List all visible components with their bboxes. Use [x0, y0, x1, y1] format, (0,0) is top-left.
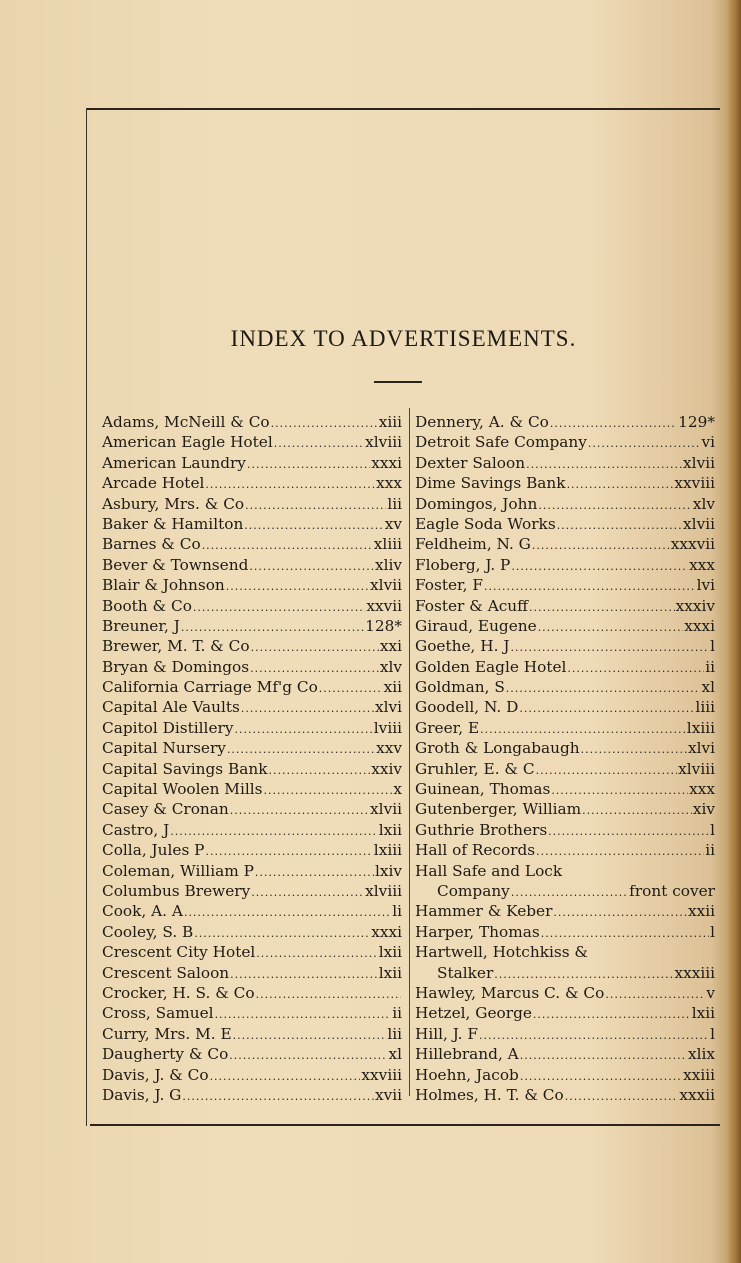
entry-name: Breuner, J	[102, 616, 180, 635]
entry-page: xxxi	[371, 922, 402, 941]
entry-name: Arcade Hotel	[102, 474, 205, 493]
entry-name: California Carriage Mf'g Co	[102, 678, 318, 697]
entry-name: Detroit Safe Company	[415, 433, 587, 452]
entry-name: Harper, Thomas	[415, 922, 540, 941]
entry-name: Davis, J. & Co	[102, 1065, 209, 1084]
index-entry	[415, 901, 715, 921]
entry-name: Cross, Samuel	[102, 1004, 214, 1023]
index-entry	[415, 820, 715, 840]
dot-leader	[548, 820, 709, 840]
entry-name: Goodell, N. D	[415, 698, 519, 717]
index-entry	[102, 555, 402, 575]
entry-page: xxviii	[361, 1065, 402, 1084]
index-column-left	[102, 412, 402, 1105]
dot-leader	[233, 1024, 387, 1044]
index-entry	[102, 983, 402, 1003]
entry-name: Bryan & Domingos	[102, 657, 250, 676]
entry-page: xvii	[374, 1085, 402, 1104]
entry-name: Goldman, S	[415, 678, 505, 697]
entry-page: vi	[701, 433, 715, 452]
index-entry	[102, 922, 402, 942]
entry-page: lxiii	[373, 841, 402, 860]
dot-leader	[182, 1085, 374, 1105]
entry-page: xxvii	[366, 596, 402, 615]
index-entry	[415, 473, 715, 493]
entry-name: Colla, Jules P	[102, 841, 205, 860]
entry-page: l	[710, 1024, 715, 1043]
entry-name: Cooley, S. B	[102, 922, 194, 941]
dot-leader	[519, 697, 694, 717]
dot-leader	[256, 942, 377, 962]
index-entry	[415, 922, 715, 942]
entry-name: Holmes, H. T. & Co	[415, 1085, 564, 1104]
dot-leader	[241, 697, 374, 717]
entry-page: lxiii	[686, 718, 715, 737]
entry-page: 129*	[678, 413, 715, 431]
entry-name: Capital Savings Bank	[102, 759, 268, 778]
entry-page: xxxi	[684, 616, 715, 635]
entry-name: Dennery, A. & Co	[415, 413, 549, 431]
index-column-right	[415, 412, 715, 1105]
dot-leader	[605, 983, 705, 1003]
entry-page: xlvii	[370, 800, 402, 819]
entry-name: Blair & Johnson	[102, 576, 225, 595]
index-entry	[415, 738, 715, 758]
entry-name: Coleman, William P	[102, 861, 254, 880]
entry-page: l	[710, 820, 715, 839]
entry-page: xlvi	[374, 698, 402, 717]
entry-page: lii	[387, 494, 402, 513]
entry-page: lii	[387, 1024, 402, 1043]
entry-name: Adams, McNeill & Co	[102, 413, 270, 431]
index-entry	[415, 453, 715, 473]
entry-page: xlvii	[370, 576, 402, 595]
index-entry	[102, 799, 402, 819]
index-entry	[102, 718, 402, 738]
dot-leader	[234, 718, 372, 738]
index-entry	[415, 759, 715, 779]
index-entry	[102, 514, 402, 534]
entry-name: Foster, F	[415, 576, 484, 595]
entry-name: Hall of Records	[415, 841, 536, 860]
dot-leader	[541, 922, 709, 942]
entry-name: Capitol Distillery	[102, 718, 234, 737]
column-divider	[409, 408, 410, 1096]
dot-leader	[245, 494, 386, 514]
index-entry	[415, 779, 715, 799]
dot-leader	[511, 555, 688, 575]
index-entry	[102, 759, 402, 779]
index-entry	[102, 616, 402, 636]
entry-page: lxii	[378, 943, 402, 962]
index-entry	[102, 942, 402, 962]
entry-name: Castro, J	[102, 820, 170, 839]
index-entry	[102, 901, 402, 921]
entry-name: Eagle Soda Works	[415, 514, 556, 533]
dot-leader	[244, 514, 383, 534]
dot-leader	[205, 473, 375, 493]
index-entry	[415, 616, 715, 636]
dot-leader	[230, 963, 378, 983]
entry-page: xliv	[374, 555, 402, 574]
entry-page: xxxi	[371, 453, 402, 472]
entry-name: Hall Safe and Lock	[415, 861, 563, 880]
entry-page: xxxiv	[675, 596, 715, 615]
dot-leader	[255, 861, 374, 881]
entry-page: xxv	[376, 739, 402, 758]
index-entry	[415, 494, 715, 514]
entry-name: Feldheim, N. G	[415, 535, 531, 554]
index-entry	[415, 963, 715, 983]
entry-name: Floberg, J. P	[415, 555, 511, 574]
entry-page: xlvii	[683, 453, 715, 472]
index-entry	[102, 1044, 402, 1064]
dot-leader	[215, 1003, 392, 1023]
entry-name: Brewer, M. T. & Co	[102, 637, 250, 656]
index-entry	[102, 779, 402, 799]
entry-page: xv	[384, 514, 402, 533]
index-entry	[415, 1003, 715, 1023]
entry-name: Dexter Saloon	[415, 453, 526, 472]
index-entry	[415, 412, 715, 432]
index-entry	[415, 1085, 715, 1105]
index-entry	[102, 412, 402, 432]
index-entry	[415, 1065, 715, 1085]
entry-name: Domingos, John	[415, 494, 538, 513]
index-entry	[102, 534, 402, 554]
entry-page: lxii	[378, 963, 402, 982]
index-entry	[102, 657, 402, 677]
dot-leader	[193, 596, 365, 616]
dot-leader	[529, 596, 675, 616]
dot-leader	[550, 412, 677, 432]
entry-page: ii	[392, 1004, 402, 1023]
index-entry	[102, 473, 402, 493]
dot-leader	[538, 616, 684, 636]
entry-name: Hill, J. F	[415, 1024, 479, 1043]
entry-page: ii	[705, 657, 715, 676]
dot-leader	[536, 759, 678, 779]
dot-leader	[263, 779, 392, 799]
index-entry	[415, 596, 715, 616]
entry-name: Booth & Co	[102, 596, 192, 615]
entry-name: Guthrie Brothers	[415, 820, 548, 839]
entry-name: Golden Eagle Hotel	[415, 657, 567, 676]
frame-left-rule	[86, 108, 87, 1126]
entry-name: Crescent Saloon	[102, 963, 230, 982]
entry-page: xxii	[687, 902, 715, 921]
index-entry	[415, 1024, 715, 1044]
page-title: INDEX TO ADVERTISEMENTS.	[230, 326, 577, 351]
entry-name: Foster & Acuff	[415, 596, 529, 615]
entry-name: Cook, A. A	[102, 902, 183, 921]
entry-page: xxxvii	[670, 535, 715, 554]
dot-leader	[194, 922, 370, 942]
dot-leader	[202, 534, 373, 554]
entry-name: Hetzel, George	[415, 1004, 532, 1023]
entry-page: xlviii	[365, 881, 402, 900]
dot-leader	[538, 494, 691, 514]
index-entry	[102, 453, 402, 473]
entry-name: Company	[437, 881, 510, 900]
entry-name: Greer, E	[415, 718, 480, 737]
dot-leader	[319, 677, 383, 697]
dot-leader	[479, 1024, 709, 1044]
index-entry	[415, 799, 715, 819]
index-entry	[102, 1024, 402, 1044]
dot-leader	[250, 657, 379, 677]
frame-top-rule	[86, 108, 720, 110]
index-entry	[415, 840, 715, 860]
entry-name: Curry, Mrs. M. E	[102, 1024, 232, 1043]
dot-leader	[271, 412, 378, 432]
index-entry	[102, 697, 402, 717]
entry-page: xiii	[378, 413, 402, 431]
entry-page: v	[706, 983, 715, 1002]
dot-leader	[249, 555, 374, 575]
entry-page: xl	[701, 678, 715, 697]
entry-page: xxx	[689, 555, 715, 574]
entry-name: Stalker	[437, 963, 494, 982]
entry-name: Hawley, Marcus C. & Co	[415, 983, 605, 1002]
dot-leader	[251, 636, 379, 656]
entry-name: Gruhler, E. & C	[415, 759, 535, 778]
index-entry	[415, 1044, 715, 1064]
index-entry	[415, 555, 715, 575]
index-entry	[102, 494, 402, 514]
entry-page: liii	[695, 698, 715, 717]
dot-leader	[588, 432, 701, 452]
entry-page: xlvi	[687, 739, 715, 758]
dot-leader	[557, 514, 682, 534]
entry-name: Capital Nursery	[102, 739, 226, 758]
index-entry	[102, 820, 402, 840]
dot-leader	[567, 473, 674, 493]
entry-page: 128*	[365, 616, 402, 635]
entry-page: xlvii	[683, 514, 715, 533]
entry-page: lviii	[373, 718, 402, 737]
dot-leader	[553, 901, 687, 921]
entry-page: front cover	[629, 881, 715, 900]
index-entry	[415, 718, 715, 738]
entry-name: Hammer & Keber	[415, 902, 553, 921]
index-entry	[415, 942, 715, 962]
index-entry	[415, 432, 715, 452]
entry-name: American Eagle Hotel	[102, 433, 273, 452]
entry-page: xxx	[376, 474, 402, 493]
index-entry	[102, 432, 402, 452]
dot-leader	[526, 453, 682, 473]
index-entry	[415, 881, 715, 901]
entry-name: Capital Ale Vaults	[102, 698, 240, 717]
index-entry	[415, 861, 715, 881]
entry-name: Asbury, Mrs. & Co	[102, 494, 245, 513]
entry-name: Gutenberger, William	[415, 800, 582, 819]
entry-name: Bever & Townsend	[102, 555, 249, 574]
entry-page: xxxiii	[674, 963, 715, 982]
dot-leader	[269, 759, 371, 779]
entry-name: Capital Woolen Mills	[102, 780, 263, 799]
entry-page: xlviii	[365, 433, 402, 452]
dot-leader	[227, 738, 375, 758]
dot-leader	[210, 1065, 361, 1085]
entry-page: xlix	[687, 1045, 715, 1064]
dot-leader	[247, 453, 370, 473]
entry-page: l	[710, 922, 715, 941]
entry-page: li	[392, 902, 402, 921]
dot-leader	[551, 779, 688, 799]
entry-name: Hartwell, Hotchkiss &	[415, 943, 589, 962]
entry-page: xxiv	[371, 759, 402, 778]
dot-leader	[480, 718, 686, 738]
entry-name: Goethe, H. J	[415, 637, 510, 656]
index-entry	[415, 636, 715, 656]
entry-name: Crescent City Hotel	[102, 943, 256, 962]
index-entry	[102, 738, 402, 758]
entry-page: lxii	[691, 1004, 715, 1023]
index-entry	[102, 1085, 402, 1105]
entry-page: xxviii	[674, 474, 715, 493]
dot-leader	[565, 1085, 679, 1105]
entry-name: Crocker, H. S. & Co	[102, 983, 255, 1002]
entry-name: Dime Savings Bank	[415, 474, 566, 493]
dot-leader	[532, 534, 670, 554]
dot-leader	[226, 575, 369, 595]
entry-page: lxii	[378, 820, 402, 839]
entry-name: Casey & Cronan	[102, 800, 229, 819]
entry-name: Barnes & Co	[102, 535, 201, 554]
dot-leader	[520, 1065, 682, 1085]
dot-leader	[582, 799, 692, 819]
dot-leader	[484, 575, 696, 595]
dot-leader	[581, 738, 687, 758]
entry-page: xliii	[373, 535, 402, 554]
page-edge-shadow	[727, 0, 741, 1263]
dot-leader	[533, 1003, 691, 1023]
entry-name: Davis, J. G	[102, 1085, 182, 1104]
entry-page: xlviii	[678, 759, 715, 778]
entry-page: xii	[383, 678, 402, 697]
dot-leader	[205, 840, 372, 860]
dot-leader	[184, 901, 391, 921]
entry-page: xiv	[692, 800, 715, 819]
dot-leader	[536, 840, 704, 860]
entry-page: lxiv	[374, 861, 402, 880]
dot-leader	[170, 820, 377, 840]
dot-leader	[230, 799, 369, 819]
dot-leader	[256, 983, 401, 1003]
index-entry	[102, 677, 402, 697]
dot-leader	[510, 636, 709, 656]
dot-leader	[567, 657, 704, 677]
entry-page: lvi	[696, 576, 715, 595]
index-entry	[102, 636, 402, 656]
dot-leader	[494, 963, 673, 983]
frame-bottom-rule	[90, 1124, 720, 1126]
dot-leader	[274, 432, 364, 452]
entry-name: Hillebrand, A	[415, 1045, 519, 1064]
title-underline	[374, 381, 422, 383]
dot-leader	[506, 677, 701, 697]
entry-name: Giraud, Eugene	[415, 616, 537, 635]
index-entry	[102, 1003, 402, 1023]
index-entry	[102, 881, 402, 901]
entry-name: Groth & Longabaugh	[415, 739, 580, 758]
entry-page: l	[710, 637, 715, 656]
index-entry	[102, 963, 402, 983]
entry-page: xlv	[692, 494, 715, 513]
index-entry	[102, 575, 402, 595]
index-entry	[102, 1065, 402, 1085]
entry-name: Columbus Brewery	[102, 881, 251, 900]
index-entry	[415, 575, 715, 595]
index-entry	[415, 657, 715, 677]
entry-name: Guinean, Thomas	[415, 780, 551, 799]
index-entry	[102, 596, 402, 616]
entry-page: xlv	[379, 657, 402, 676]
dot-leader	[511, 881, 628, 901]
dot-leader	[181, 616, 364, 636]
index-entry	[415, 514, 715, 534]
entry-page: xl	[388, 1045, 402, 1064]
entry-page: xxi	[379, 637, 402, 656]
index-entry	[102, 840, 402, 860]
entry-page: xxx	[689, 780, 715, 799]
index-entry	[102, 861, 402, 881]
entry-page: ii	[705, 841, 715, 860]
dot-leader	[251, 881, 364, 901]
dot-leader	[520, 1044, 687, 1064]
entry-name: American Laundry	[102, 453, 246, 472]
entry-name: Hoehn, Jacob	[415, 1065, 519, 1084]
index-entry	[415, 697, 715, 717]
index-entry	[415, 677, 715, 697]
dot-leader	[229, 1044, 387, 1064]
entry-page: xxiii	[683, 1065, 715, 1084]
entry-name: Baker & Hamilton	[102, 514, 244, 533]
index-entry	[415, 534, 715, 554]
entry-page: x	[393, 780, 402, 799]
index-entry	[415, 983, 715, 1003]
entry-name: Daugherty & Co	[102, 1045, 229, 1064]
entry-page: xxxii	[679, 1085, 715, 1104]
